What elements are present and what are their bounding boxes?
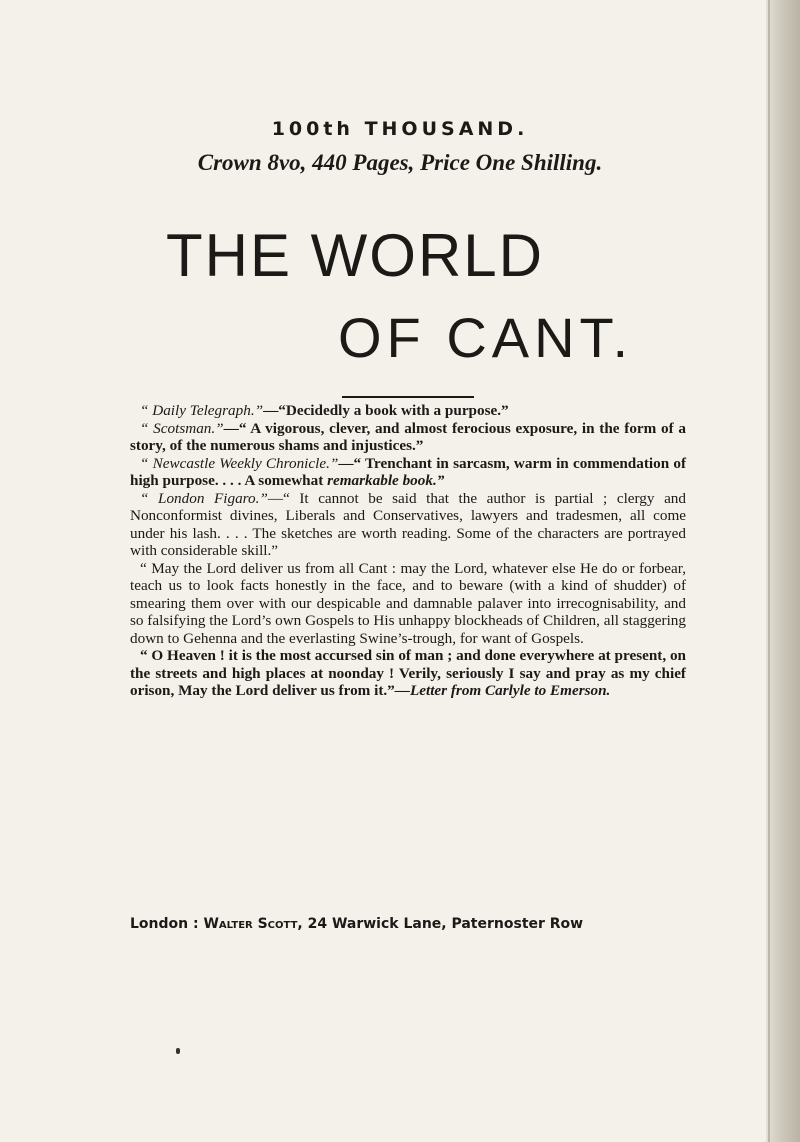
binding-gutter	[766, 0, 800, 1142]
carlyle-quote-paragraph-2	[130, 647, 686, 700]
title-line-2: OF CANT.	[338, 306, 634, 369]
quote-attribution: —Letter from Carlyle to Emerson.	[394, 682, 611, 699]
press-reviews	[130, 402, 686, 700]
review-source: “ Scotsman.”	[140, 419, 224, 437]
review-text: —“ It cannot be said that the author is partial ; clergy and Nonconformist divines, Liberals and Conservatives, lawyers and tradesmen, all come under his lash. . . . The sketches are worth reading. Some of the characters are portrayed with considerable skill.”	[130, 489, 686, 559]
imprint-publisher: Walter Scott	[203, 916, 298, 932]
publisher-imprint	[130, 916, 690, 932]
ink-speck	[176, 1048, 180, 1054]
review-text: —“Decidedly a book with a purpose.”	[263, 402, 509, 419]
edition-line: 100th THOUSAND.	[271, 118, 529, 140]
review-source: “ Newcastle Weekly Chronicle.”	[140, 454, 339, 472]
quote-text: “ O Heaven ! it is the most accursed sin of man ; and done everywhere at present, on the streets and high places at noonday ! Verily, seriously I say and pray as my chief orison, May the Lord deliver us from it.”	[130, 647, 686, 699]
review-london-figaro	[130, 490, 686, 560]
review-newcastle-weekly-chronicle	[130, 455, 686, 490]
title-line-1: THE WORLD	[166, 222, 544, 289]
review-source: “ Daily Telegraph.”	[140, 402, 264, 419]
format-line: Crown 8vo, 440 Pages, Price One Shilling.	[197, 150, 603, 175]
imprint-address: , 24 Warwick Lane, Paternoster Row	[297, 916, 584, 932]
carlyle-quote-paragraph-1: “ May the Lord deliver us from all Cant : may the Lord, whatever else He do or forbear, teach us to look facts honestly in the face, and to beware (with a kind of shudder) of smearing them over with our despicable and damnable palaver into irrecognisability, and so falsifying the Lord’s own Gospels to His unhappy blockheads of Children, all staggering down to Gehenna and the everlasting Swine’s-trough, for want of Gospels.	[130, 559, 686, 647]
advertisement-page	[120, 0, 710, 1142]
imprint-city: London :	[130, 916, 204, 932]
review-text: —“ A vigorous, clever, and almost ferocious exposure, in the form of a story, of the numerous shams and injustices.”	[130, 419, 687, 454]
review-text-tail: remarkable book.”	[327, 472, 445, 489]
review-scotsman	[130, 420, 686, 455]
review-text: —“ Trenchant in sarcasm, warm in commendation of high purpose. . . . A somewhat	[130, 454, 686, 489]
binding-shadow-line	[768, 0, 770, 1142]
review-source: “ London Figaro.”	[140, 489, 268, 507]
review-daily-telegraph	[130, 402, 686, 420]
title-rule	[342, 396, 474, 398]
